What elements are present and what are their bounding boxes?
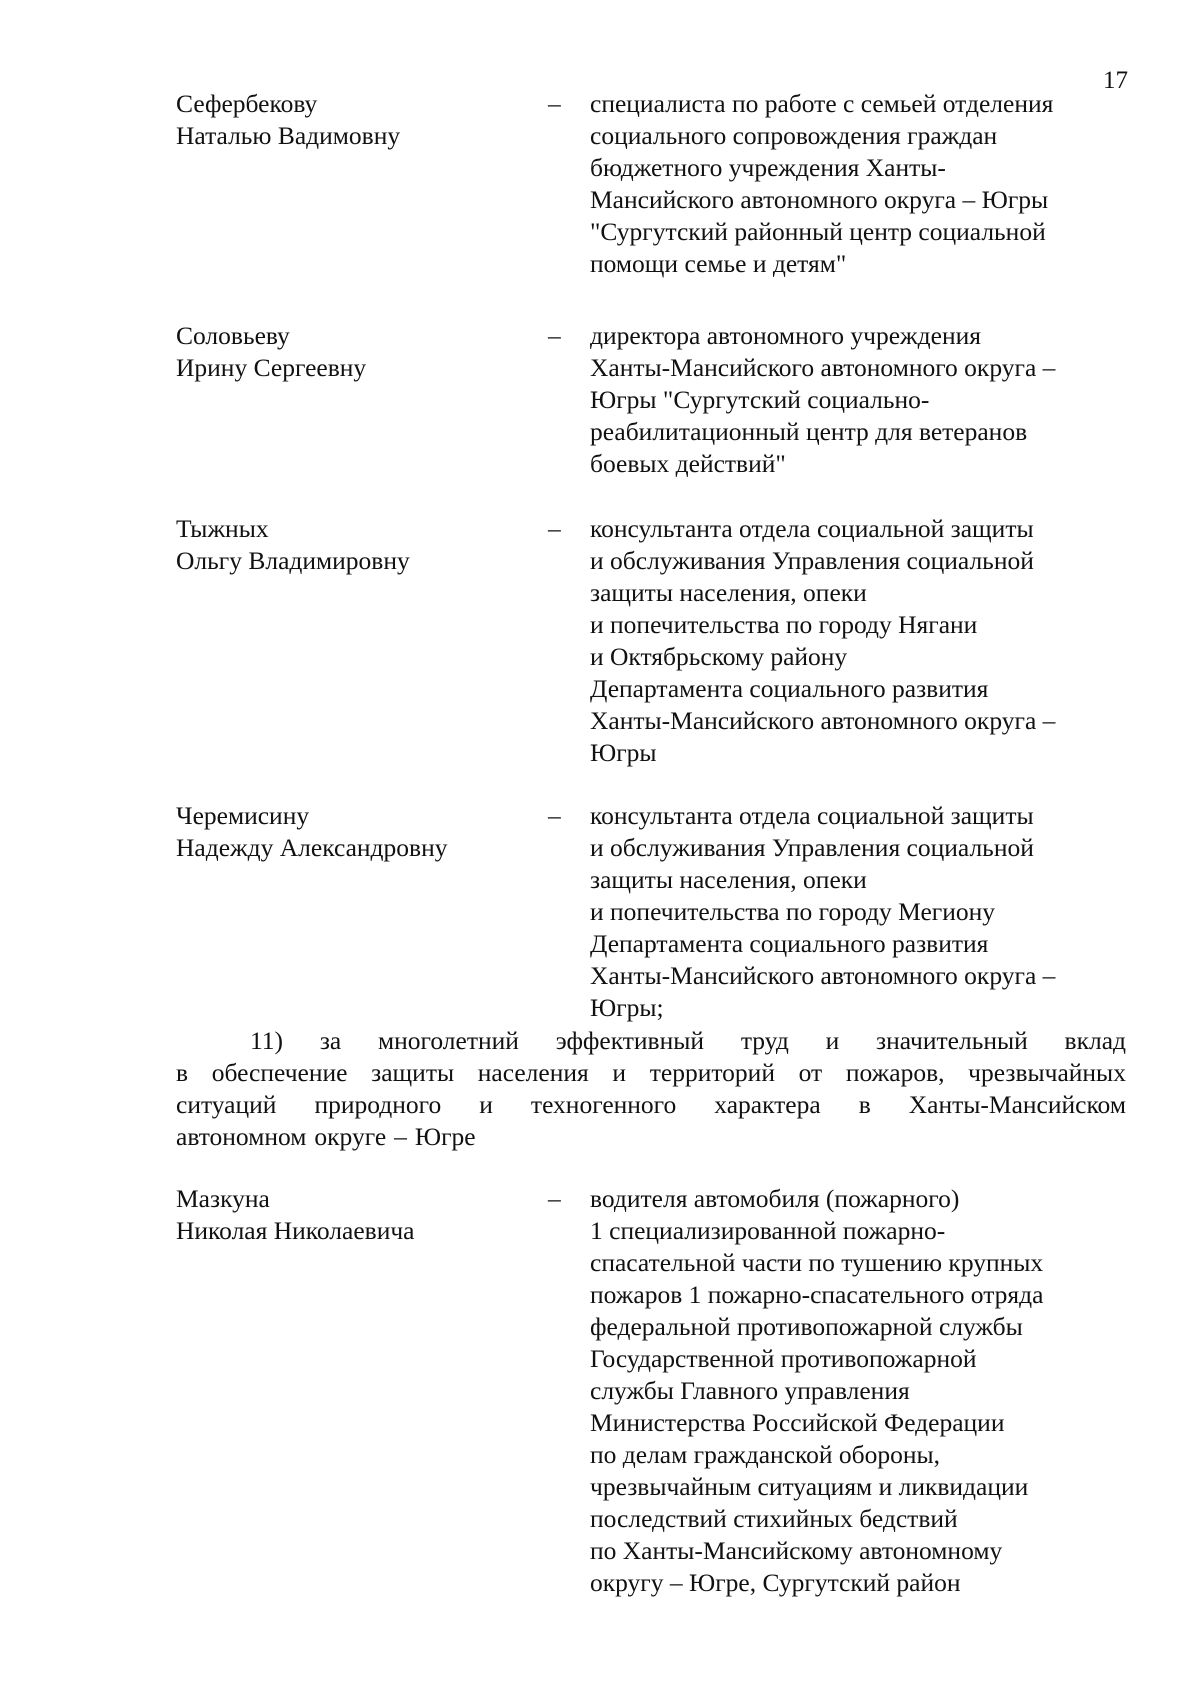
paragraph-word: защиты [371,1058,455,1087]
paragraph-line [176,1121,1126,1153]
position-description-line: консультанта отдела социальной защиты [590,801,1034,830]
position-description-line: защиты населения, опеки [590,865,867,894]
position-description-line: службы Главного управления [590,1376,910,1405]
paragraph-word: и [612,1058,627,1087]
position-description-line: реабилитационный центр для ветеранов [590,417,1028,446]
person-name-line: Соловьеву [176,321,290,350]
person-name-line: Тыжных [176,514,269,543]
paragraph-word: значительный [876,1026,1028,1055]
person-name-line: Ирину Сергеевну [176,353,367,382]
position-description-line: Югры "Сургутский социально- [590,385,930,414]
position-description-line: "Сургутский районный центр социальной [590,217,1046,246]
position-description [590,88,1126,280]
dash-separator: – [548,801,561,830]
position-description-line: защиты населения, опеки [590,578,867,607]
position-description-line: и попечительства по городу Мегиону [590,897,996,926]
person-name-line: Черемисину [176,801,310,830]
position-description-line: помощи семье и детям" [590,249,847,278]
person-name-line: Ольгу Владимировну [176,546,410,575]
paragraph-word: округе [314,1122,387,1151]
position-description-line: Югры; [590,993,664,1022]
dash-separator: – [548,321,561,350]
person-name [176,320,536,384]
position-description-line: Мансийского автономного округа – Югры [590,185,1049,214]
paragraph-word: ситуаций [176,1090,277,1119]
person-name-line: Николая Николаевича [176,1216,415,1245]
paragraph-word: многолетний [378,1026,519,1055]
position-description-line: 1 специализированной пожарно- [590,1216,946,1245]
paragraph-word: эффективный [555,1026,705,1055]
paragraph-line [176,1089,1126,1121]
person-name [176,513,536,577]
paragraph-word: за [319,1026,342,1055]
position-description-line: по Ханты-Мансийскому автономному [590,1536,1003,1565]
paragraph-word: – [394,1122,407,1151]
dash-separator: – [548,1184,561,1213]
paragraph-word: вклад [1064,1026,1126,1055]
person-name [176,88,536,152]
paragraph-word: Ханты-Мансийском [908,1090,1126,1119]
person-name-line: Надежду Александровну [176,833,448,862]
paragraph-word: природного [314,1090,442,1119]
position-description-line: водителя автомобиля (пожарного) [590,1184,960,1213]
paragraph-word: в [858,1090,871,1119]
position-description-line: боевых действий" [590,449,786,478]
page-number: 17 [1103,67,1128,94]
paragraph-word: от [798,1058,823,1087]
position-description-line: чрезвычайным ситуациям и ликвидации [590,1472,1029,1501]
position-description [590,1183,1126,1599]
person-name-line: Наталью Вадимовну [176,121,401,150]
position-description-line: последствий стихийных бедствий [590,1504,958,1533]
paragraph-word: обеспечение [211,1058,348,1087]
position-description-line: федеральной противопожарной службы [590,1312,1023,1341]
paragraph-word: техногенного [530,1090,677,1119]
position-description-line: по делам гражданской обороны, [590,1440,941,1469]
position-description-line: и Октябрьскому району [590,642,848,671]
paragraph-word: Югре [414,1122,476,1151]
person-name [176,800,536,864]
paragraph-word: чрезвычайных [968,1058,1126,1087]
paragraph-word: в [176,1058,189,1087]
dash-separator: – [548,514,561,543]
dash-separator: – [548,89,561,118]
position-description-line: Югры [590,738,657,767]
position-description-line: специалиста по работе с семьей отделения [590,89,1054,118]
paragraph-word: труд [740,1026,789,1055]
position-description [590,513,1126,769]
position-description-line: Ханты-Мансийского автономного округа – [590,961,1056,990]
position-description-line: и попечительства по городу Нягани [590,610,978,639]
section-paragraph [176,1025,1126,1153]
position-description-line: и обслуживания Управления социальной [590,546,1034,575]
position-description-line: социального сопровождения граждан [590,121,998,150]
position-description-line: и обслуживания Управления социальной [590,833,1034,862]
person-name [176,1183,536,1247]
position-description-line: Государственной противопожарной [590,1344,977,1373]
position-description-line: Департамента социального развития [590,674,989,703]
position-description-line: консультанта отдела социальной защиты [590,514,1034,543]
person-name-line: Сефербекову [176,89,318,118]
paragraph-word: автономном [176,1122,307,1151]
person-name-line: Мазкуна [176,1184,270,1213]
position-description-line: пожаров 1 пожарно-спасательного отряда [590,1280,1044,1309]
paragraph-word: и [825,1026,840,1055]
paragraph-word: населения [477,1058,589,1087]
position-description-line: Ханты-Мансийского автономного округа – [590,706,1056,735]
position-description [590,800,1126,1024]
paragraph-line [176,1057,1126,1089]
paragraph-word: 11) [250,1026,284,1055]
position-description-line: спасательной части по тушению крупных [590,1248,1044,1277]
position-description-line: директора автономного учреждения [590,321,981,350]
position-description-line: бюджетного учреждения Ханты- [590,153,946,182]
position-description-line: Министерства Российской Федерации [590,1408,1005,1437]
paragraph-word: территорий [649,1058,775,1087]
paragraph-line [176,1025,1126,1057]
paragraph-word: характера [714,1090,821,1119]
paragraph-word: пожаров, [845,1058,945,1087]
paragraph-word: и [479,1090,493,1119]
position-description-line: округу – Югре, Сургутский район [590,1568,961,1597]
position-description-line: Департамента социального развития [590,929,989,958]
position-description-line: Ханты-Мансийского автономного округа – [590,353,1056,382]
position-description [590,320,1126,480]
